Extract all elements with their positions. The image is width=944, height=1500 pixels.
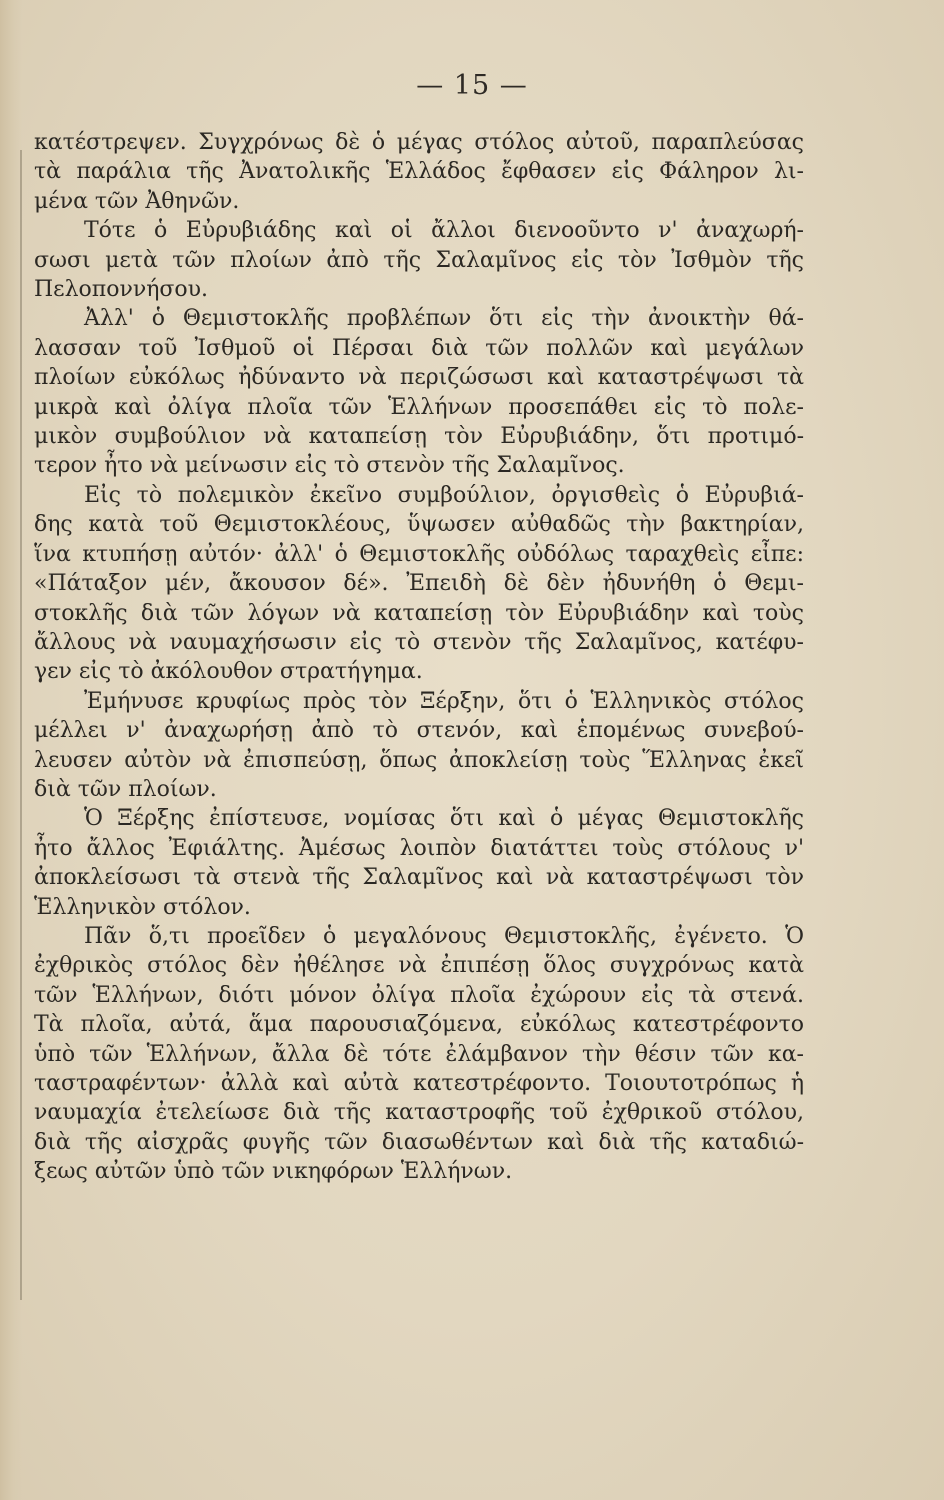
- text-line: Τότε ὁ Εὐρυβιάδης καὶ οἱ ἄλλοι διενοοῦντο ν' ἀναχωρή-: [84, 218, 804, 244]
- text-line: Ἀλλ' ὁ Θεμιστοκλῆς προβλέπων ὅτι εἰς τὴν ἀνοικτὴν θά-: [84, 306, 804, 332]
- text-line: Ὁ Ξέρξης ἐπίστευσε, νομίσας ὅτι καὶ ὁ μέγας Θεμιστοκλῆς: [84, 806, 804, 832]
- text-line: Ἑλληνικὸν στόλον.: [34, 894, 251, 920]
- text-line: ἄλλους νὰ ναυμαχήσωσιν εἰς τὸ στενὸν τῆς Σαλαμῖνος, κατέφυ-: [34, 629, 804, 655]
- text-line: ναυμαχία ἐτελείωσε διὰ τῆς καταστροφῆς τοῦ ἐχθρικοῦ στόλου,: [34, 1100, 804, 1126]
- text-line: λευσεν αὐτὸν νὰ ἐπισπεύσῃ, ὅπως ἀποκλείσῃ τοὺς Ἕλληνας ἐκεῖ: [34, 747, 804, 773]
- text-line: διὰ τῆς αἰσχρᾶς φυγῆς τῶν διασωθέντων καὶ διὰ τῆς καταδιώ-: [34, 1129, 804, 1155]
- page-number: — 15 —: [416, 70, 528, 101]
- text-line: ἐχθρικὸς στόλος δὲν ἠθέλησε νὰ ἐπιπέσῃ ὅλος συγχρόνως κατὰ: [34, 953, 804, 979]
- text-line: Ἐμήνυσε κρυφίως πρὸς τὸν Ξέρξην, ὅτι ὁ Ἑλληνικὸς στόλος: [84, 688, 804, 714]
- text-line: «Πάταξον μέν, ἄκουσον δέ». Ἐπειδὴ δὲ δὲν ἠδυνήθη ὁ Θεμι-: [34, 571, 804, 597]
- text-line: ἀποκλείσωσι τὰ στενὰ τῆς Σαλαμῖνος καὶ νὰ καταστρέψωσι τὸν: [34, 865, 804, 891]
- binding-line: [20, 150, 22, 1300]
- text-line: διὰ τῶν πλοίων.: [34, 776, 217, 802]
- body-text: [34, 128, 804, 1187]
- text-line: τερον ἦτο νὰ μείνωσιν εἰς τὸ στενὸν τῆς Σαλαμῖνος.: [34, 453, 625, 479]
- text-line: λασσαν τοῦ Ἰσθμοῦ οἱ Πέρσαι διὰ τῶν πολλῶν καὶ μεγάλων: [34, 335, 804, 361]
- text-line: κατέστρεψεν. Συγχρόνως δὲ ὁ μέγας στόλος αὐτοῦ, παραπλεύσας: [34, 130, 804, 155]
- text-line: μέλλει ν' ἀναχωρήσῃ ἀπὸ τὸ στενόν, καὶ ἑπομένως συνεβού-: [34, 718, 804, 744]
- text-line: ἦτο ἄλλος Ἐφιάλτης. Ἀμέσως λοιπὸν διατάττει τοὺς στόλους ν': [34, 835, 804, 861]
- text-line: μικρὰ καὶ ὀλίγα πλοῖα τῶν Ἑλλήνων προσεπάθει εἰς τὸ πολε-: [34, 394, 804, 420]
- text-line: ὑπὸ τῶν Ἑλλήνων, ἄλλα δὲ τότε ἐλάμβανον τὴν θέσιν τῶν κα-: [34, 1041, 804, 1067]
- text-line: Εἰς τὸ πολεμικὸν ἐκεῖνο συμβούλιον, ὀργισθεὶς ὁ Εὐρυβιά-: [84, 482, 804, 508]
- text-line: Πελοποννήσου.: [34, 277, 209, 303]
- text-line: σωσι μετὰ τῶν πλοίων ἀπὸ τῆς Σαλαμῖνος εἰς τὸν Ἰσθμὸν τῆς: [34, 247, 804, 273]
- text-line: μικὸν συμβούλιον νὰ καταπείσῃ τὸν Εὐρυβιάδην, ὅτι προτιμό-: [34, 424, 804, 450]
- binding-edge: [0, 0, 22, 1500]
- text-line: στοκλῆς διὰ τῶν λόγων νὰ καταπείσῃ τὸν Εὐρυβιάδην καὶ τοὺς: [34, 600, 804, 626]
- text-line: τῶν Ἑλλήνων, διότι μόνον ὀλίγα πλοῖα ἐχώρουν εἰς τὰ στενά.: [34, 982, 804, 1008]
- text-line: ξεως αὐτῶν ὑπὸ τῶν νικηφόρων Ἑλλήνων.: [34, 1159, 513, 1185]
- text-line: Τὰ πλοῖα, αὐτά, ἅμα παρουσιαζόμενα, εὐκόλως κατεστρέφοντο: [34, 1012, 804, 1038]
- text-line: πλοίων εὐκόλως ἠδύναντο νὰ περιζώσωσι καὶ καταστρέψωσι τὰ: [34, 365, 804, 391]
- text-line: τὰ παράλια τῆς Ἀνατολικῆς Ἑλλάδος ἔφθασεν εἰς Φάληρον λι-: [34, 159, 804, 185]
- text-line: ἵνα κτυπήσῃ αὐτόν· ἀλλ' ὁ Θεμιστοκλῆς οὐδόλως ταραχθεὶς εἶπε:: [34, 541, 804, 567]
- text-line: δης κατὰ τοῦ Θεμιστοκλέους, ὕψωσεν αὐθαδῶς τὴν βακτηρίαν,: [34, 512, 804, 538]
- text-line: Πᾶν ὅ,τι προεῖδεν ὁ μεγαλόνους Θεμιστοκλῆς, ἐγένετο. Ὁ: [84, 923, 804, 949]
- text-line: γεν εἰς τὸ ἀκόλουθον στρατήγημα.: [34, 659, 423, 685]
- text-line: μένα τῶν Ἀθηνῶν.: [34, 188, 240, 214]
- text-line: ταστραφέντων· ἀλλὰ καὶ αὐτὰ κατεστρέφοντο. Τοιουτοτρόπως ἡ: [34, 1071, 804, 1096]
